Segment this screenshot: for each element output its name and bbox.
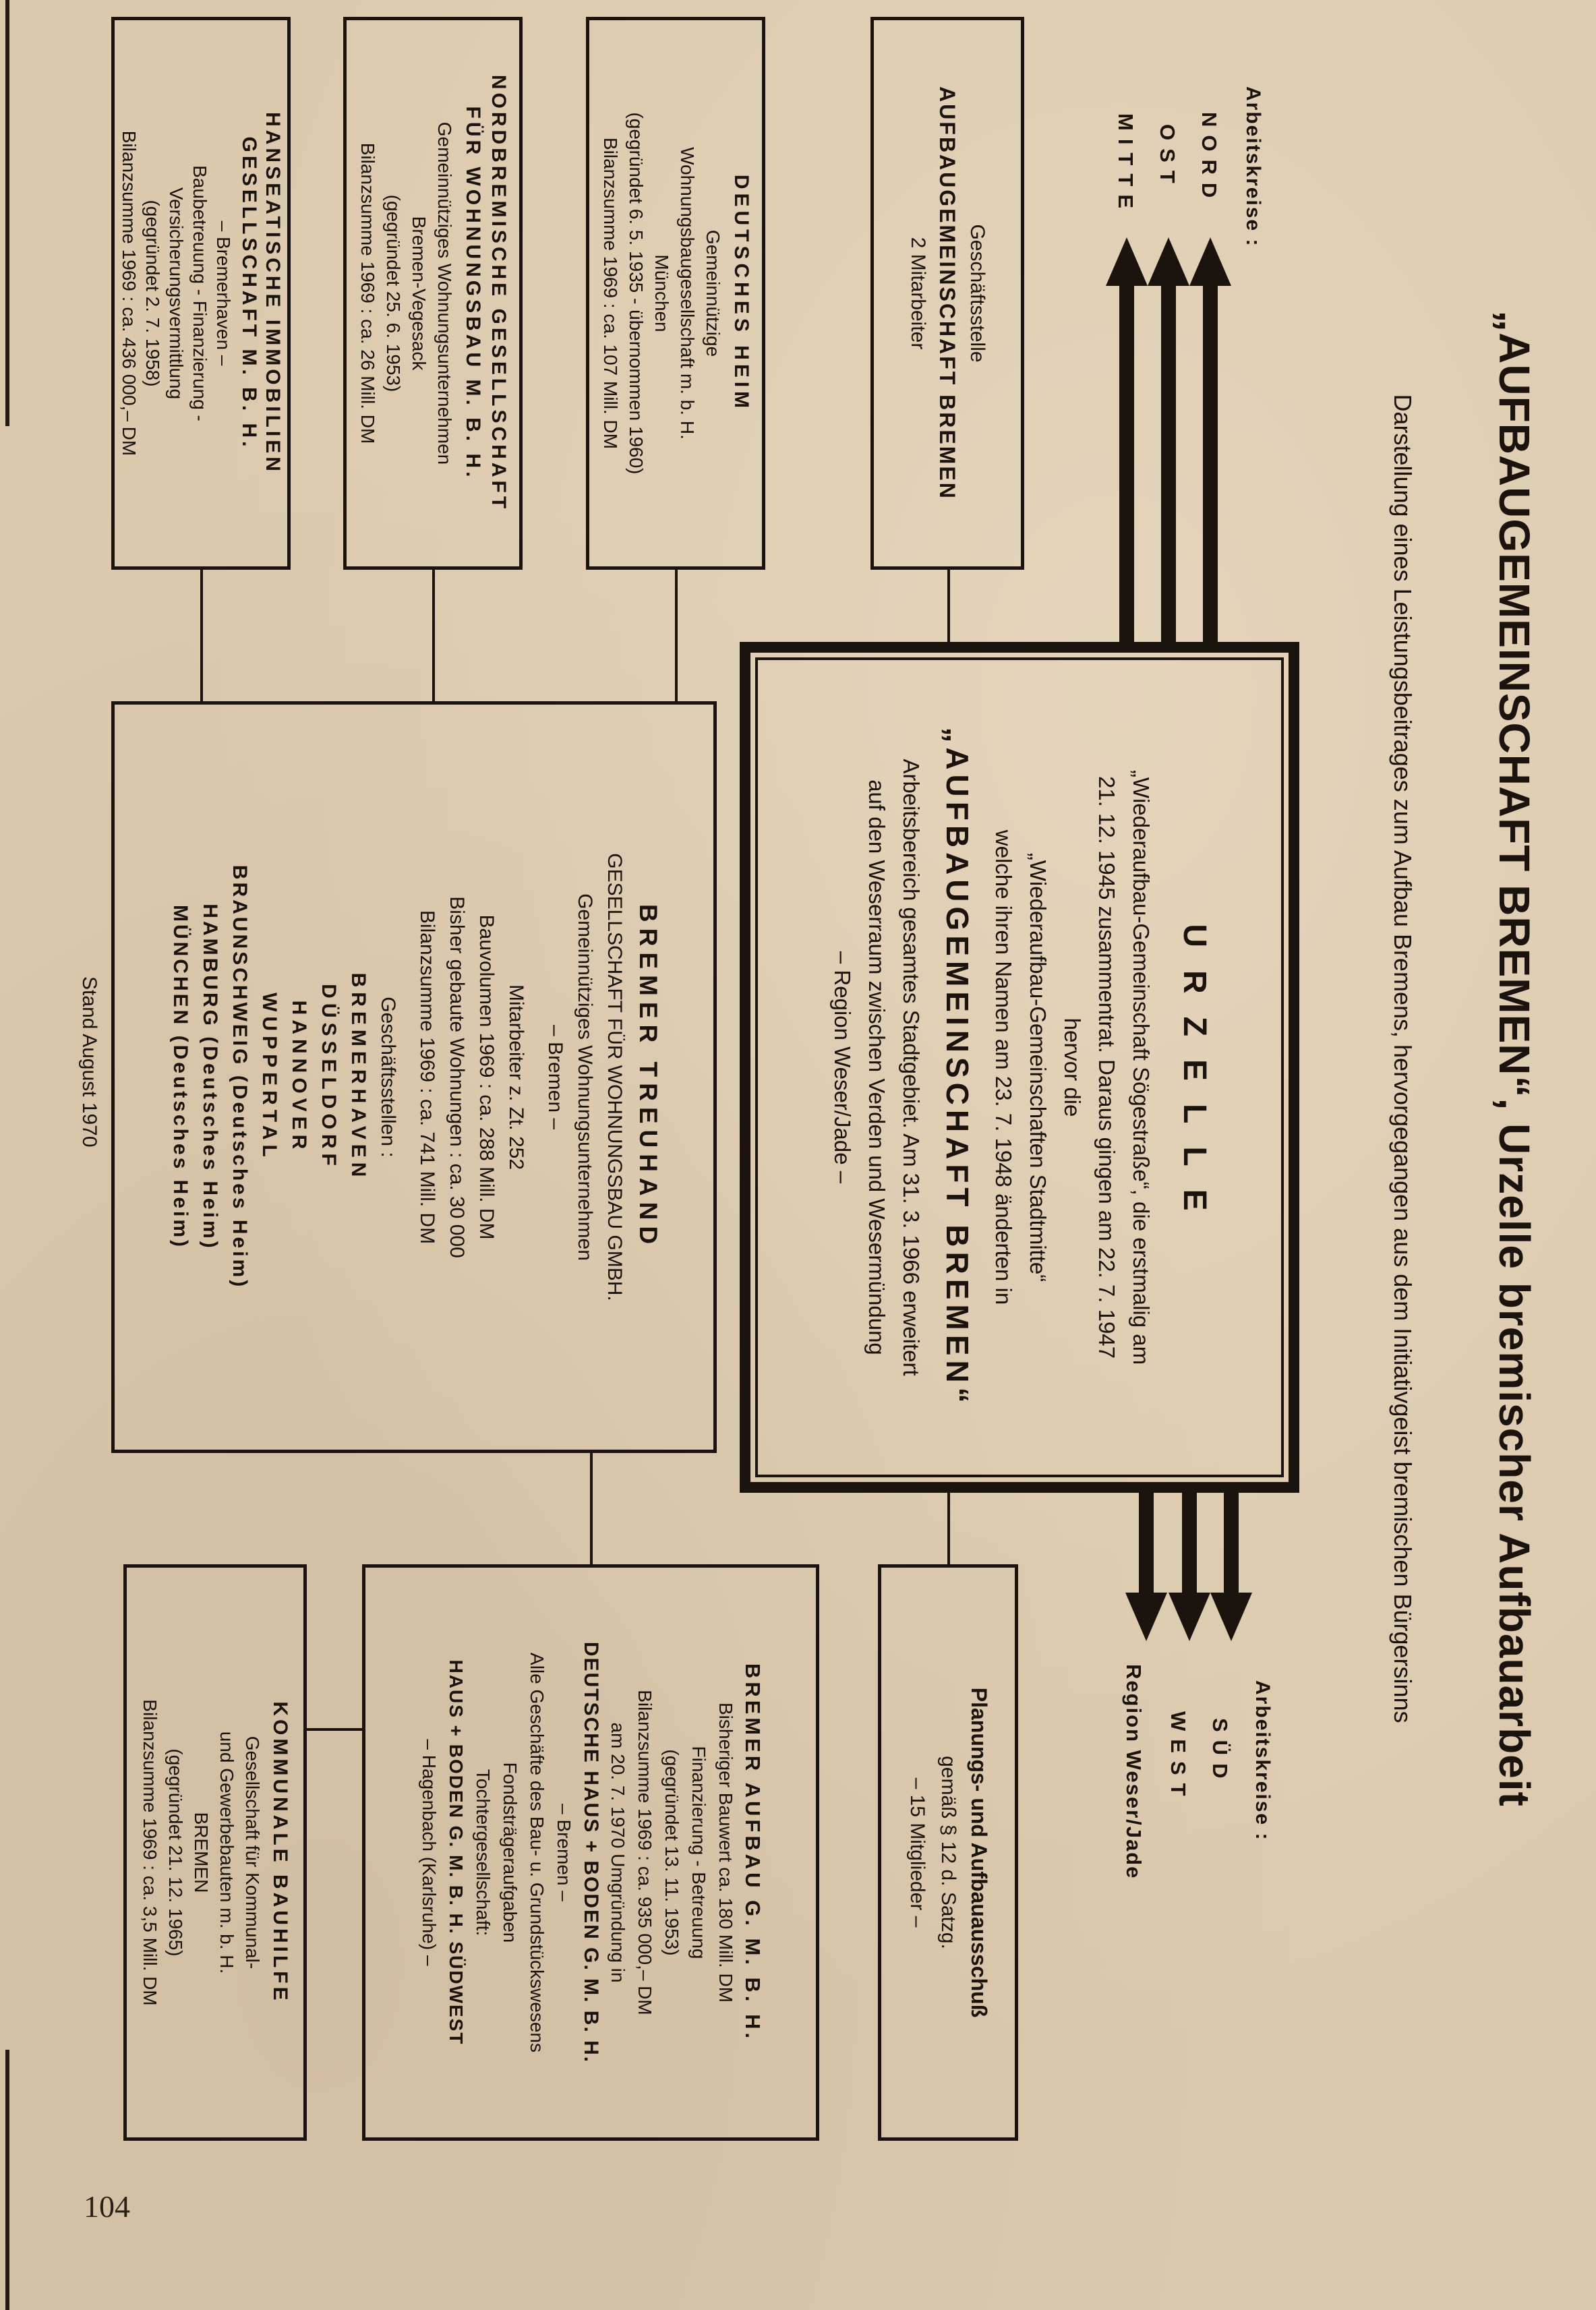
box-text-line: Bilanzsumme 1969 : ca. 3,5 Mill. DM [140, 1699, 161, 2006]
office-city: DÜSSELDORF [318, 984, 340, 1171]
box-text-line: Versicherungsvermittlung [166, 187, 187, 400]
arbeitskreis-ost: OST [1156, 124, 1179, 191]
arbeitskreis-west: WEST [1166, 1711, 1190, 1804]
arbeitskreise-left-label: Arbeitskreise : [1242, 86, 1264, 247]
connector-deutsches-heim-treuhand [675, 570, 678, 701]
planungs-ausschuss-name: Planungs- und Aufbauausschuß [967, 1687, 991, 2018]
box-text-line: Bilanzsumme 1969 : ca. 741 Mill. DM [416, 910, 438, 1245]
geschaeftsstelle-label: Geschäftsstelle [966, 224, 988, 363]
box-text-line: und Gewerbebauten m. b. H. [216, 1731, 238, 1974]
box-text-line: Tochtergesellschaft: [473, 1769, 494, 1936]
page-number: 104 [84, 2189, 130, 2224]
geschaeftsstelle-staff: 2 Mitarbeiter [907, 237, 929, 350]
box-text-line: Bisher gebaute Wohnungen : ca. 30 000 [446, 896, 468, 1258]
urzelle-box [740, 642, 1299, 1493]
box-text-line: Bauvolumen 1969 : ca. 288 Mill. DM [475, 914, 498, 1240]
nordbremische-name: NORDBREMISCHE GESELLSCHAFT [487, 74, 510, 512]
box-text-line: Bisheriger Bauwert ca. 180 Mill. DM [715, 1702, 736, 2003]
box-text-line: Gemeinnütziges Wohnungsunternehmen [574, 893, 596, 1261]
box-text-line: (gegründet 13. 11. 1953) [661, 1749, 682, 1956]
box-text-line: Bilanzsumme 1969 : ca. 107 Mill. DM [600, 137, 621, 450]
kommunale-bauhilfe-box [123, 1564, 307, 2141]
urzelle-text-line: Arbeitsbereich gesamtes Stadtgebiet. Am 31. 3. 1966 erweitert [899, 759, 924, 1376]
box-text-line: Gemeinnütziges Wohnungsunternehmen [434, 121, 455, 465]
box-text-line: Wohnungsbaugesellschaft m. b. H. [677, 147, 698, 440]
urzelle-text-line: – Region Weser/Jade – [830, 951, 856, 1184]
box-text-line: (gegründet 25. 6. 1953) [383, 194, 404, 392]
nordbremische-name: FÜR WOHNUNGSBAU M. B. H. [462, 106, 484, 481]
deutsches-heim-box [586, 17, 765, 570]
box-text-line: GESELLSCHAFT FÜR WOHNUNGSBAU GMBH. [603, 853, 626, 1301]
urzelle-heading: URZELLE [1177, 924, 1213, 1234]
box-text-line: Gesellschaft für Kommunal- [242, 1736, 264, 1970]
bremer-aufbau-name: BREMER AUFBAU G. M. B. H. [741, 1663, 765, 2042]
office-city: BREMERHAVEN [347, 972, 370, 1182]
box-text-line: Gemeinnützige [703, 229, 723, 357]
connector-urzelle-planungsausschuss [947, 1493, 950, 1564]
arbeitskreis-mitte: MITTE [1114, 113, 1137, 216]
bremer-treuhand-box [111, 701, 717, 1453]
box-text-line: Finanzierung - Betreuung [688, 1746, 709, 1959]
region-weser-jade-label: Region Weser/Jade [1122, 1664, 1146, 1880]
box-text-line: (gegründet 6. 5. 1935 - übernommen 1960) [626, 112, 647, 475]
connector-bremer-aufbau-kommunale [307, 1728, 362, 1731]
box-text-line: – Hagenbach (Karlsruhe) – [419, 1739, 440, 1966]
arbeitskreise-right-label: Arbeitskreise : [1251, 1680, 1274, 1841]
box-text-line: Alle Geschäfte des Bau- u. Grundstückswesens [527, 1653, 548, 2052]
nordbremische-box [343, 17, 523, 570]
page-title: „AUFBAUGEMEINSCHAFT BREMEN“, Urzelle bremischer Aufbauarbeit [1490, 310, 1539, 1807]
box-text-line: Baubetreuung - Finanzierung - [189, 165, 210, 421]
office-city: HANNOVER [288, 1000, 310, 1154]
office-city: BRAUNSCHWEIG (Deutsches Heim) [229, 864, 251, 1290]
box-text-line: BREMEN [191, 1812, 212, 1893]
connector-treuhand-bremer-aufbau [590, 1453, 593, 1564]
box-text-line: – Bremen – [544, 1024, 566, 1130]
urzelle-text-line: „Wiederaufbau-Gemeinschaften Stadtmitte“ [1026, 852, 1051, 1282]
box-text-line: Bilanzsumme 1969 : ca. 935 000,– DM [634, 1690, 655, 2015]
stand-note: Stand August 1970 [78, 976, 100, 1148]
deutsche-haus-boden-name: DEUTSCHE HAUS + BODEN G. M. B. H. [580, 1641, 602, 2064]
box-text-line: Bilanzsumme 1969 : ca. 436 000,– DM [119, 130, 140, 456]
hanseatische-name: HANSEATISCHE IMMOBILIEN [262, 112, 284, 475]
bremer-aufbau-box [362, 1564, 819, 2141]
connector-hanseatische-treuhand [200, 570, 203, 701]
deutsches-heim-name: DEUTSCHES HEIM [730, 174, 752, 413]
box-text-line: – 15 Mitglieder – [906, 1777, 928, 1928]
office-city: HAMBURG (Deutsches Heim) [199, 904, 221, 1251]
geschaeftsstelle-name: AUFBAUGEMEINSCHAFT BREMEN [935, 86, 959, 500]
box-text-line: Bilanzsumme 1969 : ca. 26 Mill. DM [357, 142, 378, 444]
box-text-line: Mitarbeiter z. Zt. 252 [505, 984, 527, 1171]
box-text-line: – Bremen – [554, 1804, 574, 1901]
kommunale-bauhilfe-name: KOMMUNALE BAUHILFE [269, 1701, 292, 2004]
box-text-line: Fondsträgeraufgaben [500, 1762, 521, 1943]
office-city: WUPPERTAL [258, 993, 280, 1162]
urzelle-text-line: welche ihren Namen am 23. 7. 1948 änderten in [991, 829, 1017, 1305]
hanseatische-box [111, 17, 291, 570]
box-text-line: gemäß § 12 d. Satzg. [937, 1756, 959, 1949]
connector-geschaeftsstelle-urzelle [947, 570, 950, 642]
connector-nordbremische-treuhand [432, 570, 435, 701]
urzelle-text-line: auf den Weserraum zwischen Verden und Wesermündung [864, 779, 890, 1355]
page-subtitle: Darstellung eines Leistungsbeitrages zum Aufbau Bremens, hervorgegangen aus dem Initiativgeist bremischen Bürgersinns [1389, 394, 1417, 1723]
box-text-line: (gegründet 2. 7. 1958) [142, 200, 163, 387]
urzelle-text-line: hervor die [1060, 1017, 1086, 1117]
urzelle-text-line: „Wiederaufbau-Gemeinschaft Sögestraße“, die erstmalig am [1129, 769, 1154, 1365]
box-text-line: München [651, 254, 672, 332]
offices-label: Geschäftsstellen : [377, 997, 399, 1158]
geschaeftsstelle-box [870, 17, 1024, 570]
bremer-treuhand-name: BREMER TREUHAND [634, 904, 662, 1251]
haus-boden-suedwest-name: HAUS + BODEN G. M. B. H. SÜDWEST [446, 1659, 467, 2046]
urzelle-emphasis-name: „AUFBAUGEMEINSCHAFT BREMEN“ [940, 727, 976, 1408]
box-text-line: (gegründet 21. 12. 1965) [165, 1748, 187, 1957]
office-city: MÜNCHEN (Deutsches Heim) [169, 904, 191, 1250]
box-text-line: am 20. 7. 1970 Umgründung in [608, 1722, 628, 1983]
urzelle-text-line: 21. 12. 1945 zusammentrat. Daraus gingen am 22. 7. 1947 [1094, 775, 1120, 1359]
arbeitskreis-nord: NORD [1198, 112, 1221, 206]
hanseatische-name: GESELLSCHAFT M. B. H. [238, 136, 260, 450]
box-text-line: Bremen-Vegesack [409, 216, 430, 371]
box-text-line: – Bremerhaven – [213, 220, 234, 366]
arbeitskreis-sued: SÜD [1208, 1718, 1232, 1787]
planungs-ausschuss-box [878, 1564, 1018, 2141]
